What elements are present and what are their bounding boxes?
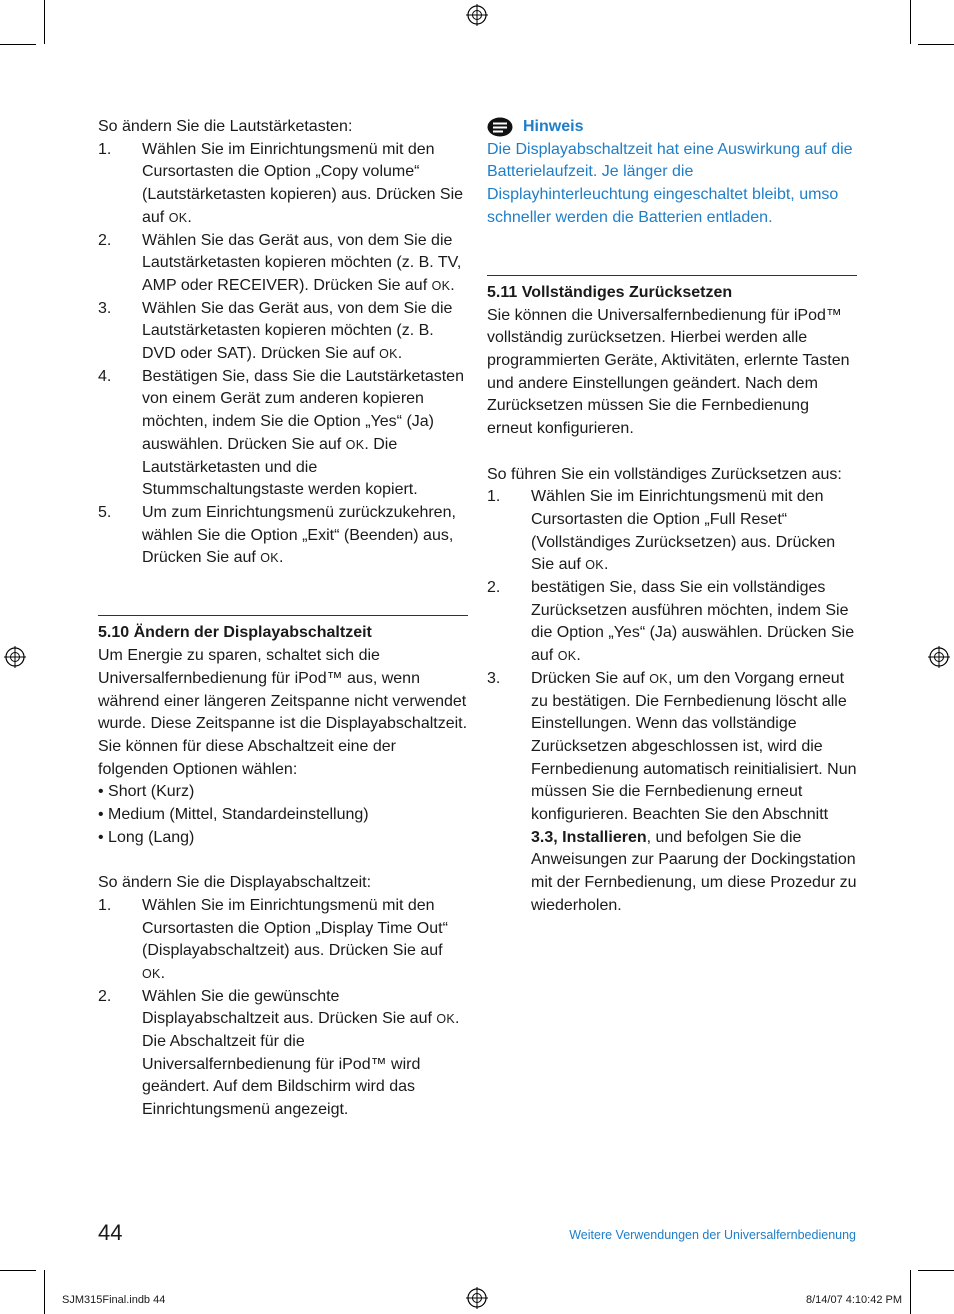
step-text-after: . [278,549,284,567]
crop-mark [0,44,36,45]
step-number: 2. [487,579,501,597]
step-text: Drücken Sie auf [531,669,650,687]
section-title: 5.11 Vollständiges Zurücksetzen [487,283,733,301]
page-number: 44 [98,1220,123,1245]
registration-mark-icon [466,1287,488,1309]
list-item [98,139,468,230]
print-slug-timestamp: 8/14/07 4:10:42 PM [805,1294,902,1306]
running-title: Weitere Verwendungen der Universalfernbedienung [569,1228,856,1242]
note-heading [487,116,857,139]
crop-mark [910,0,911,44]
ok-key-label: OK [260,551,279,566]
display-intro: So ändern Sie die Displayabschaltzeit: [98,874,372,892]
options-list [98,781,468,849]
volume-intro: So ändern Sie die Lautstärketasten: [98,118,353,135]
section-reference: 3.3, Installieren [531,828,647,846]
ok-key-label: OK [168,210,188,225]
reset-intro: So führen Sie ein vollständiges Zurücksetzen aus: [487,465,842,483]
crop-mark [44,0,45,44]
registration-mark-icon [4,646,26,668]
ok-key-label: OK [431,278,451,293]
step-text: Wählen Sie im Einrichtungsmenü mit den Cursortasten die Option „Copy volume“ (Lautstärketasten kopieren) aus. Drücken Sie auf [142,140,464,226]
list-item: • Short (Kurz) [98,783,195,801]
print-slug-file: SJM315Final.indb 44 [62,1294,166,1306]
crop-mark [910,1270,911,1314]
step-text: Bestätigen Sie, dass Sie die Lautstärketasten von einem Gerät zum anderen kopieren möchten, indem Sie die Option „Yes“ (Ja) auswählen. Drücken Sie auf [142,367,464,453]
step-text-after: . [160,964,166,982]
registration-mark-icon [928,646,950,668]
ok-key-label: OK [585,558,604,573]
crop-mark [44,1270,45,1314]
crop-mark [0,1270,36,1271]
note-title: Hinweis [523,118,584,135]
display-steps [98,895,468,1122]
list-item [487,577,857,668]
list-item: • Long (Lang) [98,828,195,846]
ok-key-label: OK [379,347,398,362]
left-column [98,116,468,1122]
step-number: 1. [98,140,112,158]
step-number: 4. [98,367,112,385]
list-item [487,486,857,577]
step-text-end: , und befolgen Sie die Anweisungen zur Paarung der Dockingstation mit der Fernbedienung, um diese Prozedur zu wiederholen. [531,828,857,914]
step-text-after: . [397,345,403,363]
ok-key-label: OK [557,649,577,664]
step-number: 5. [98,503,112,521]
step-text-after: . [576,647,581,665]
ok-key-label: OK [142,966,161,981]
step-number: 1. [98,896,112,914]
step-text-after: . Die Lautstärketasten und die Stummschaltungstaste werden kopiert. [142,435,418,499]
ok-key-label: OK [345,437,365,452]
list-item [98,502,468,570]
step-number: 2. [98,231,112,249]
list-item: • Medium (Mittel, Standardeinstellung) [98,806,369,824]
step-number: 3. [487,669,501,687]
step-text: Wählen Sie das Gerät aus, von dem Sie die Lautstärketasten kopieren möchten (z. B. TV, AMP oder RECEIVER). Drücken Sie auf [142,231,462,294]
step-text: Wählen Sie im Einrichtungsmenü mit den Cursortasten die Option „Full Reset“ (Vollständiges Zurücksetzen) aus. Drücken Sie auf [531,488,836,574]
step-text: bestätigen Sie, dass Sie ein vollständiges Zurücksetzen ausführen möchten, indem Sie die Option „Yes“ (Ja) auswählen. Drücken Sie auf [531,579,855,665]
step-text: Um zum Einrichtungsmenü zurückzukehren, wählen Sie die Option „Exit“ (Beenden) aus, Drücken Sie auf [142,503,456,567]
list-item [98,895,468,986]
ok-key-label: OK [436,1012,456,1027]
section-body: Um Energie zu sparen, schaltet sich die Universalfernbedienung für iPod™ aus, wenn während einer längeren Zeitspanne nicht verwendet wurde. Diese Zeitspanne ist die Displayabschaltzeit. Sie können für diese Abschaltzeit eine der folgenden Optionen wählen: [98,647,468,778]
step-text-after: . [603,556,609,574]
list-item [98,366,468,502]
registration-mark-icon [466,4,488,26]
step-text: Wählen Sie die gewünschte Displayabschaltzeit aus. Drücken Sie auf [142,987,437,1028]
step-number: 1. [487,488,501,506]
note-icon [487,117,513,137]
step-text: Wählen Sie im Einrichtungsmenü mit den Cursortasten die Option „Display Time Out“ (Displayabschaltzeit) aus. Drücken Sie auf [142,896,448,960]
note-text: Die Displayabschaltzeit hat eine Auswirkung auf die Batterielaufzeit. Je länger die Displayhinterleuchtung eingeschaltet bleibt, umso schneller werden die Batterien entladen. [487,140,853,226]
right-column [487,116,857,918]
section-divider [487,275,857,276]
step-number: 3. [98,299,112,317]
list-item [98,230,468,298]
crop-mark [918,44,954,45]
step-text-after: . Die Abschaltzeit für die Universalfernbedienung für iPod™ wird geändert. Auf dem Bildschirm wird das Einrichtungsmenü angezeigt. [142,1010,460,1119]
volume-steps [98,139,468,570]
list-item [487,668,857,918]
step-text-after: , um den Vorgang erneut zu bestätigen. Die Fernbedienung löscht alle Einstellungen. Wenn das vollständige Zurücksetzen abgeschlossen ist, wird die Fernbedienung automatisch reinitialisiert. Nun müssen Sie die Fernbedienung erneut konfigurieren. Beachten Sie den Abschnitt [531,669,857,824]
list-item [98,298,468,366]
reset-steps [487,486,857,917]
section-title: 5.10 Ändern der Displayabschaltzeit [98,624,372,642]
list-item [98,986,468,1122]
step-number: 2. [98,987,112,1005]
section-body: Sie können die Universalfernbedienung für iPod™ vollständig zurücksetzen. Hierbei werden alle programmierten Geräte, Aktivitäten, erlernte Tasten und andere Einstellungen geändert. Nach dem Zurücksetzen müssen Sie die Fernbedienung erneut konfigurieren. [487,306,850,438]
step-text-after: . [187,208,192,226]
ok-key-label: OK [649,671,668,686]
step-text-after: . [450,276,455,294]
section-divider [98,615,468,616]
step-text: Wählen Sie das Gerät aus, von dem Sie die Lautstärketasten kopieren möchten (z. B. DVD oder SAT). Drücken Sie auf [142,299,453,363]
crop-mark [918,1270,954,1271]
